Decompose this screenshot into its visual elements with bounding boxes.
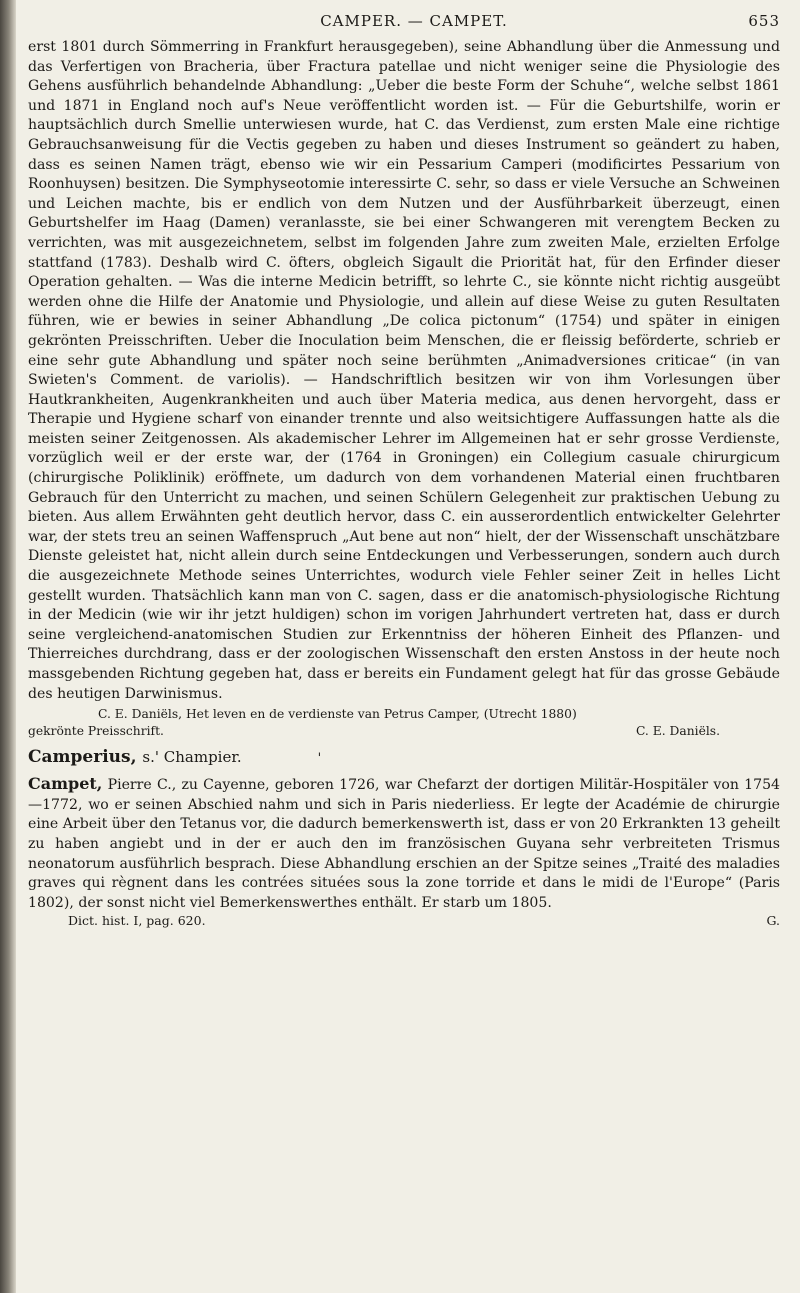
campet-entry <box>28 774 780 913</box>
running-head-title: CAMPER. — CAMPET. <box>320 12 508 30</box>
page-number: 653 <box>748 12 780 30</box>
campet-author: G. <box>766 913 780 929</box>
signature-note: gekrönte Preisschrift. <box>28 724 164 739</box>
campet-footer <box>28 913 780 929</box>
campet-source: Dict. hist. I, pag. 620. <box>68 913 206 929</box>
stray-mark: ' <box>317 751 322 767</box>
book-spine-shadow <box>0 0 16 1293</box>
camper-signature <box>28 706 780 740</box>
signature-citation: C. E. Daniëls, Het leven en de verdienste van Petrus Camper, (Utrecht 1880) <box>98 707 577 722</box>
running-head <box>28 12 780 34</box>
signature-row <box>28 723 780 740</box>
campet-headword: Campet, <box>28 774 103 794</box>
camperius-headword: Camperius, <box>28 747 137 768</box>
camper-entry-body: erst 1801 durch Sömmerring in Frankfurt herausgegeben), seine Abhandlung über die Anmessung und das Verfertigen von Bracheria, über Fractura patellae und nicht weniger seine die Physiologie des Gehens ausführlich behandelnde Abhandlung: „Ueber die beste Form der Schuhe“, welche selbst 1861 und 1871 in England noch auf's Neue veröffentlicht worden ist. — Für die Geburtshilfe, worin er hauptsächlich durch Smellie unterwiesen wurde, hat C. das Verdienst, zum ersten Male eine richtige Gebrauchsanweisung für die Vectis gegeben zu haben und dieses Instrument so geändert zu haben, dass es seinen Namen trägt, ebenso wie wir ein Pessarium Camperi (modificirtes Pessarium von Roonhuysen) besitzen. Die Symphyseotomie interessirte C. sehr, so dass er viele Versuche an Schweinen und Leichen machte, bis er endlich von dem Nutzen und der Ausführbarkeit überzeugt, einen Geburtshelfer im Haag (Damen) veranlasste, sie bei einer Schwangeren mit verengtem Becken zu verrichten, was mit ausgezeichnetem, selbst im folgenden Jahre zum zweiten Male, erzielten Erfolge stattfand (1783). Deshalb wird C. öfters, obgleich Sigault die Priorität hat, für den Erfinder dieser Operation gehalten. — Was die interne Medicin betrifft, so lehrte C., sie könnte nicht richtig ausgeübt werden ohne die Hilfe der Anatomie und Physiologie, und allein auf diese Weise zu guten Resultaten führen, wie er bewies in seiner Abhandlung „De colica pictonum“ (1754) und später in einigen gekrönten Preisschriften. Ueber die Inoculation beim Menschen, die er fleissig beförderte, schrieb er eine sehr gute Abhandlung und später noch seine berühmten „Animadversiones criticae“ (in van Swieten's Comment. de variolis). — Handschriftlich besitzen wir von ihm Vorlesungen über Hautkrankheiten, Augenkrankheiten und auch über Materia medica, aus denen hervorgeht, dass er Therapie und Hygiene scharf von einander trennte und also weitsichtigere Auffassungen hatte als die meisten seiner Zeitgenossen. Als akademischer Lehrer im Allgemeinen hat er sehr grosse Verdienste, vorzüglich weil er der erste war, der (1764 in Groningen) ein Collegium casuale chirurgicum (chirurgische Poliklinik) eröffnete, um dadurch von dem vorhandenen Material einen fruchtbaren Gebrauch für den Unterricht zu machen, und seinen Schülern Gelegenheit zur praktischen Uebung zu bieten. Aus allem Erwähnten geht deutlich hervor, dass C. ein ausserordentlich entwickelter Gelehrter war, der stets treu an seinen Waffenspruch „Aut bene aut non“ hielt, der der Wissenschaft unschätzbare Dienste geleistet hat, nicht allein durch seine Entdeckungen und Verbesserungen, sondern auch durch die ausgezeichnete Methode seines Unterrichtes, wodurch viele Fehler seiner Zeit in helles Licht gestellt wurden. Thatsächlich kann man von C. sagen, dass er die anatomisch-physiologische Richtung in der Medicin (wie wir ihr jetzt huldigen) schon im vorigen Jahrhundert vertreten hat, dass er durch seine vergleichend-anatomischen Studien zur Erkenntniss der höheren Einheit des Pflanzen- und Thierreiches durchdrang, dass er der zoologischen Wissenschaft den ersten Anstoss in der heute noch massgebenden Richtung gegeben hat, dass er bereits ein Fundament gelegt hat für das grosse Gebäude des heutigen Darwinismus. <box>28 39 780 702</box>
campet-entry-body: Pierre C., zu Cayenne, geboren 1726, war Chefarzt der dortigen Militär-Hospitäler von 1754—1772, wo er seinen Abschied nahm und sich in Paris niederliess. Er legte der Académie de chirurgie eine Arbeit über den Tetanus vor, die dadurch bemerkenswerth ist, dass er von 20 Erkrankten 13 geheilt zu haben angiebt und in der er auch den im französischen Guyana sehr verbreiteten Trismus neonatorum ausführlich besprach. Diese Abhandlung erschien an der Spitze seines „Traité des maladies graves qui règnent dans les contrées situées sous la zone torride et dans le midi de l'Europe“ (Paris 1802), der sonst nicht viel Bemerkenswerthes enthält. Er starb um 1805. <box>28 777 780 911</box>
camperius-cross-reference: s.' Champier. <box>142 748 242 767</box>
document-page <box>28 12 780 929</box>
signature-author: C. E. Daniëls. <box>635 724 720 739</box>
camperius-entry <box>28 746 780 770</box>
